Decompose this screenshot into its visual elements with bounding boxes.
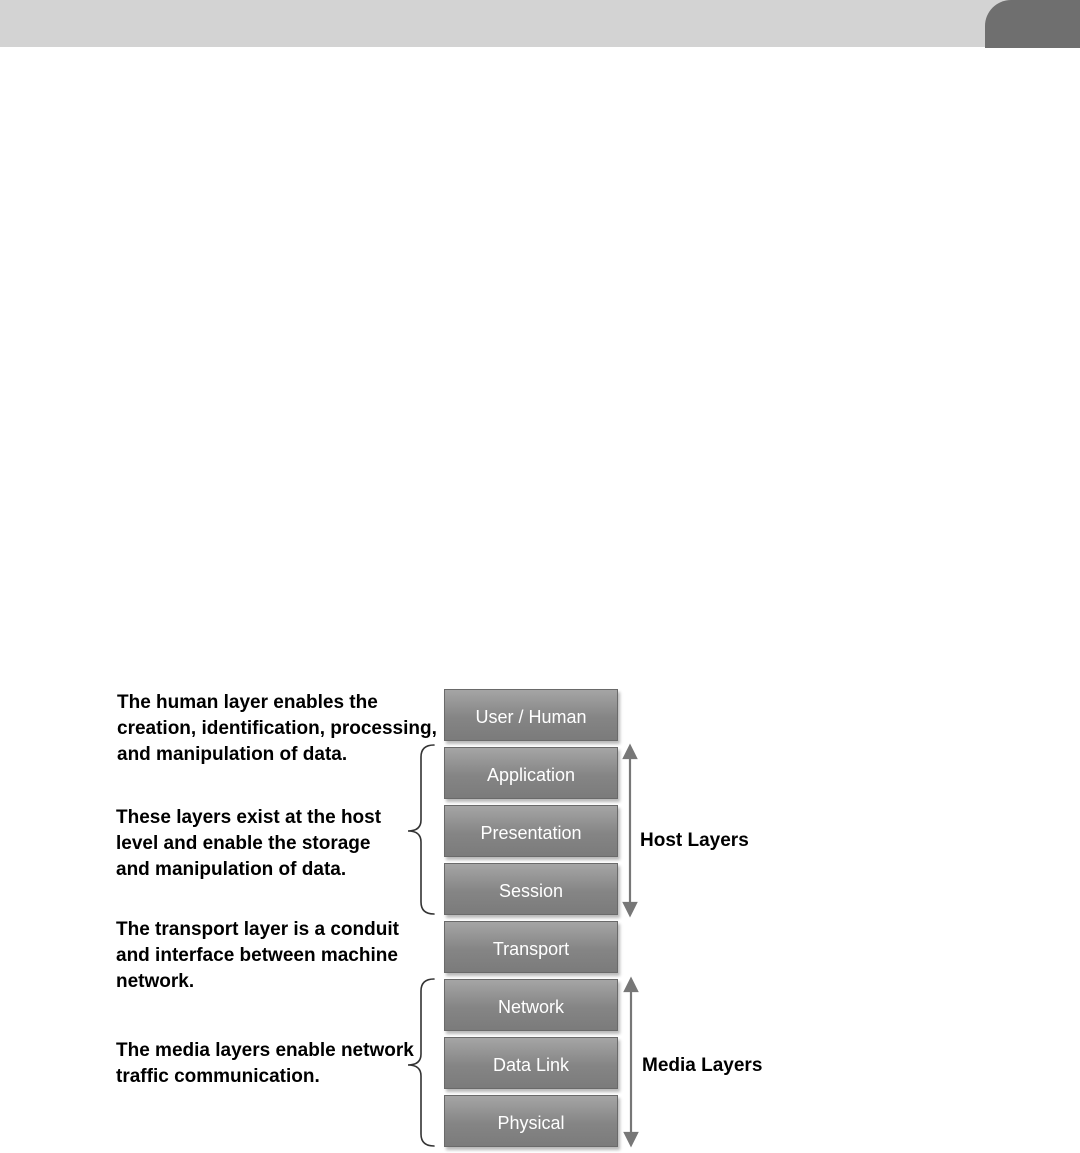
layer-label: User / Human [475, 706, 587, 727]
host-arrow-head-up [624, 746, 636, 758]
layer-label: Application [486, 764, 576, 785]
host-arrow-head-down [624, 903, 636, 915]
layer-label: Presentation [480, 822, 582, 843]
layer-label: Data Link [492, 1054, 570, 1075]
note-line: The media layers enable network [116, 1040, 414, 1061]
layer-label: Session [498, 880, 564, 901]
note-line: and manipulation of data. [117, 744, 348, 765]
layer-label: Transport [492, 938, 570, 959]
layer-label: Network [497, 996, 564, 1017]
media-arrow-head-up [625, 979, 637, 991]
note-line: and interface between machine [116, 945, 398, 966]
host-bracket [408, 745, 434, 914]
note-transport-layer [116, 917, 399, 995]
media-arrow-head-down [625, 1133, 637, 1145]
layer-label: Physical [497, 1112, 565, 1133]
note-line: creation, identification, processing, [117, 718, 437, 739]
host-layers-label: Host Layers [640, 830, 749, 851]
media-layers-label: Media Layers [642, 1055, 763, 1076]
note-media-layers [116, 1038, 414, 1090]
note-line: network. [116, 971, 195, 992]
note-line: The human layer enables the [117, 692, 378, 713]
note-line: These layers exist at the host [116, 807, 382, 828]
note-line: level and enable the storage [116, 833, 371, 854]
note-line: and manipulation of data. [116, 859, 347, 880]
note-human-layer [117, 690, 437, 768]
note-line: The transport layer is a conduit [116, 919, 399, 940]
note-line: traffic communication. [116, 1066, 320, 1087]
note-host-layers [116, 805, 381, 883]
